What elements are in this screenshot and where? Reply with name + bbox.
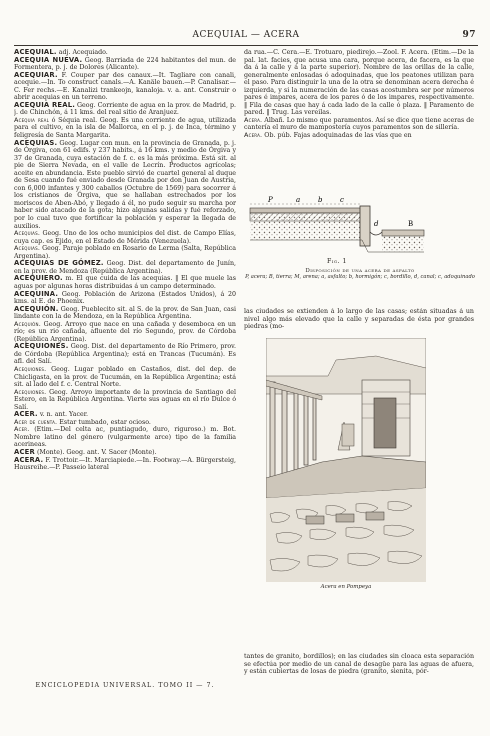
entry-definition: v. n. ant. Yacer. (37, 411, 89, 419)
entry-definition: adj. Acequiado. (56, 49, 108, 56)
entry-headword: ACEQUIAS. (14, 138, 58, 147)
dictionary-entry (14, 57, 236, 72)
page-footer: ENCICLOPEDIA UNIVERSAL. TOMO II — 7. (35, 682, 215, 689)
right-column-bottom (244, 653, 474, 683)
entry-headword: Acequias. (14, 244, 41, 253)
entry-definition: Geog. Dist. del departamento de Junín, en la prov. de Mendoza (República Argentina). (14, 260, 236, 275)
entry-definition: Albañ. Lo mismo que paramentos. Así se dice que tiene aceras de cantería el muro de mampostería cuyos paramentos son de sillería. (244, 116, 474, 132)
entry-text-middle: las ciudades se extienden á lo largo de las casas; están situadas á un nivel algo más elevado que la calle y separadas de ésta por grandes piedras (mo- (244, 308, 474, 331)
entry-definition: Estar tumbado, estar ocioso. (57, 418, 151, 426)
dictionary-entry (14, 72, 236, 102)
entry-headword: ACEQUIA NUEVA. (14, 55, 83, 64)
entry-definition: Geog. Pueblecito sit. al S. de la prov. de San Juan, casi lindante con la de Mendoza, en la República Argentina. (14, 305, 236, 321)
figure-label: Fig. 1 (327, 258, 347, 265)
entry-headword: ACEQUIAR. (14, 70, 58, 79)
entry-headword: ACER. (14, 410, 38, 419)
right-column-middle (244, 308, 474, 335)
dictionary-entry (14, 140, 236, 231)
dictionary-entry (14, 102, 236, 117)
entry-definition: Geog. Población de Arizona (Estados Unidos), á 20 kms. al E. de Phoenix. (14, 290, 236, 306)
running-head-title: ACEQUIAL — ACERA (192, 30, 300, 40)
dictionary-entry (244, 117, 474, 132)
diagram-label-b: b (318, 196, 323, 204)
entry-headword: Acequiones. (14, 387, 47, 396)
dictionary-entry (14, 449, 236, 457)
entry-headword: Acer. (14, 425, 30, 434)
dictionary-entry (14, 366, 236, 389)
illustration-caption: Acera en Pompeya (320, 584, 372, 590)
entry-headword: Acequiones. (14, 364, 47, 373)
dictionary-entry (14, 291, 236, 306)
entry-headword: ACEQUIAS DE GÓMEZ. (14, 259, 104, 268)
dictionary-entry (14, 117, 236, 140)
entry-definition: Geog. Lugar poblado en Castaños, dist. del dep. de Chicligasta, en la prov. de Tucumán, en la República Argentina; está sit. al lado del f. c. Central Norte. (14, 365, 236, 389)
diagram-label-d: d (374, 220, 379, 228)
dictionary-entry (14, 457, 236, 472)
entry-definition: Geog. Corriente de agua en la prov. de Madrid, p. j. de Chinchón, á 11 kms. del real sitio de Aranjuez. (14, 101, 236, 117)
diagram-label-a: a (296, 196, 301, 204)
dictionary-entry (14, 260, 236, 275)
entry-headword: Acer de cuenta. (14, 417, 58, 426)
entry-headword: ACEQUINA. (14, 289, 59, 298)
entry-headword: Acequias. (14, 229, 41, 238)
entry-headword: ACEQUIERO. (14, 274, 63, 283)
dictionary-entry (14, 343, 236, 366)
entry-definition: m. El que cuida de las acequias. ‖ El que muele las aguas por algunas horas distribuidas á un campo determinado. (14, 275, 236, 290)
running-head (16, 30, 476, 44)
dictionary-entry (14, 275, 236, 290)
entry-definition: Geog. Arroyo que nace en una cañada y desemboca en un río; es un rio cañada, afluente del río Segundo, prov. de Córdoba (República Argentina). (14, 320, 236, 343)
figure-legend: P, acera; B, tierra; M, arena; a, asfalto; b, hormigón; c, bordillo, d, canal; c, adoquinado (245, 274, 475, 281)
dictionary-entry (14, 306, 236, 321)
entry-definition: Geog. Paraje poblado en Rosario de Lerma (Salta, República Argentina). (14, 245, 236, 260)
entry-definition: Ob. púb. Fajas adoquinadas de las vías que en (262, 132, 412, 140)
figure-title: Disposición de una acera de asfalto (305, 268, 415, 274)
left-column (14, 49, 236, 679)
entry-definition: (Etim.—Del celta ac, puntiagudo, duro, riguroso.) m. Bot. Nombre latino del género (vulgarmente arce) tipo de la familia acerineas. (14, 426, 236, 449)
entry-headword: ACEQUIONES. (14, 342, 69, 351)
entry-headword: ACER (14, 447, 35, 456)
entry-definition: F. Couper par des canaux.—It. Tagliare con canali, acequie.—In. To construct canals.—A. Kanäle bauen.—P. Canalisar.—C. Fer rechs.—E. Kanalizi trankeojn, kanaloja. v. a. ant. Construir o abrir acequias en un terreno. (14, 71, 236, 102)
entry-headword: Acequión. (14, 319, 41, 328)
entry-definition: Geog. Lugar con mun. en la provincia de Granada, p. j. de Órgiva, con 61 edifs. y 237 habits., á 16 kms. y medio de Órgiva y 37 de Granada, cuya estación de f. c. es la más próxima. Está sit. al pie de Sierra Nevada, en el valle de Lecrín. Productos agrícolas; aceite en abundancia. Este pueblo sirvió de cuartel general al duque de Sesa cuando fué enviado desde Granada por don Juan de Austria, con 6,000 infantes y 300 caballos (Octubre de 1569) para socorrer á los cristianos de Órgiva, que se hallaban estrechados por los moriscos de Aben-Abó, y llegado á él, no pudo seguir su marcha por haber sido atacado de la gota; hizo algunas salidas y fué reforzado, por lo cual tuvo que fortificar la población y esperar la llegada de auxilios. (14, 139, 236, 230)
entry-definition: Geog. Barriada de 224 habitantes del mun. de Formentera, p. j. de Dolores (Alicante). (14, 56, 236, 72)
entry-headword: ACEQUIA REAL. (14, 100, 76, 109)
entry-definition: F. Trottoir.—It. Marciapiede.—In. Footway.—A. Bürgersteig, Hausreihe.—P. Passeio lateral (14, 456, 236, 472)
dictionary-entry (14, 426, 236, 449)
entry-headword: Acera. (244, 115, 263, 124)
entry-definition: Geog. Dist. del departamento de Río Primero, prov. de Córdoba (República Argentina); está en Trancas (Tucumán). Es afl. del Salí. (14, 343, 236, 366)
page-number: 97 (462, 30, 476, 40)
entry-definition: Geog. Arroyo importante de la provincia de Santiago del Estero, en la República Argentina. Vierte sus aguas en el río Dulce ó Salí. (14, 388, 236, 411)
figure-caption (244, 268, 476, 281)
dictionary-entry (14, 230, 236, 245)
entry-headword: ACERA. (14, 455, 44, 464)
diagram-label-c: c (340, 196, 344, 204)
header-rule (14, 45, 478, 46)
entry-definition: ó Séquia real. Geog. Es una corriente de agua, utilizada para el cultivo, en la isla de Mallorca, en el p. j. de Inca, término y feligresía de Santa Margarita. (14, 116, 236, 140)
entry-headword: Acequia real (14, 115, 50, 124)
entry-definition: (Monte). Geog. ant. V. Sacer (Monte). (34, 448, 157, 456)
entry-definition: Geog. Uno de los ocho municipios del dist. de Campo Elías, cuya cap. es Ejido, en el Estado de Mérida (Venezuela). (14, 230, 236, 245)
sidewalk-cross-section-diagram (248, 176, 426, 256)
entry-text-bottom: tantes de granito, bordillos); en las ciudades sin cloaca esta separación se efectúa por medio de un canal de desagüe para las aguas de afuera, y están cubiertas de losas de piedra (granito, sienita, pór- (244, 653, 474, 676)
entry-acera-continued: da rua.—C. Cera.—E. Trotuaro, piedirejo.—Zool. F. Acera. (Etim.—De la pal. lat. facies, que acusa una cara, porque acera, de facera, es la que da á la calle y á la parte superior). Nombre de las orillas de la calle, generalmente enlosadas ó adoquinadas, que los peatones utilizan para el paso. Para distinguir la una de la otra se denominan acera derecha é izquierda, y si la numeración de las casas acostumbra ser por números pares é impares, acera de los pares ó de los impares, respectivamente. ‖ Fila de casas que hay á cada lado de la calle ó plaza. ‖ Paramento de pared. ‖ Trug. Las vereilas. (244, 49, 474, 117)
entry-headword: ACEQUIAL. (14, 49, 57, 56)
entry-headword: ACEQUIÓN. (14, 304, 59, 313)
entry-headword: Acera. (244, 131, 263, 140)
diagram-label-p: P (268, 196, 273, 204)
dictionary-entry (244, 132, 474, 140)
diagram-label-b-upper: B (408, 220, 414, 228)
dictionary-entry (14, 321, 236, 344)
pompeii-street-illustration (266, 338, 426, 582)
dictionary-entry (14, 389, 236, 412)
